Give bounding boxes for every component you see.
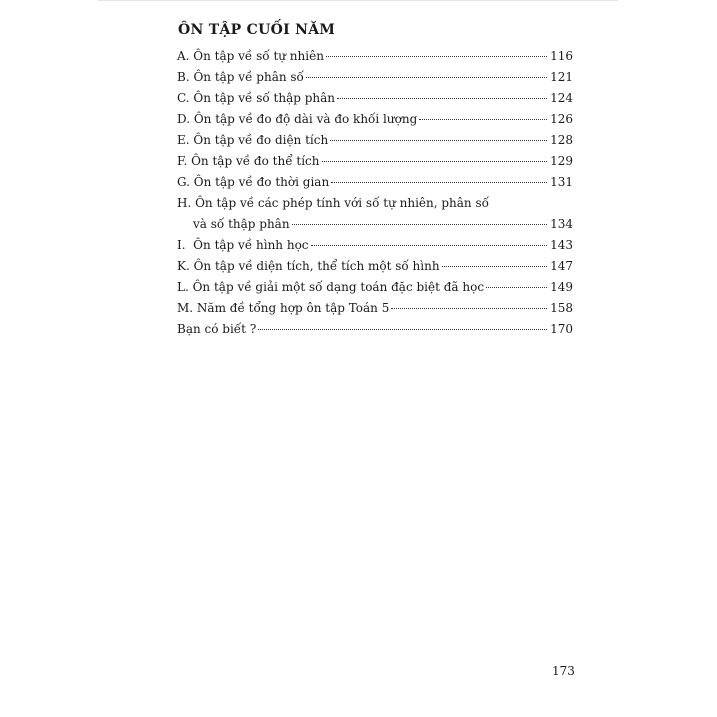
dot-leader — [258, 329, 547, 330]
dot-leader — [442, 266, 548, 267]
toc-entry-i — [177, 235, 573, 256]
dot-leader — [292, 224, 548, 225]
toc-entry-l — [177, 277, 573, 298]
toc-entry-page: 134 — [550, 217, 573, 231]
toc-entry-title: L. Ôn tập về giải một số dạng toán đặc biệt đã học — [177, 280, 485, 294]
toc-entry-page: 124 — [550, 91, 573, 105]
toc-entry-title: F. Ôn tập về đo thể tích — [177, 154, 320, 168]
toc-entry-title: B. Ôn tập về phân số — [177, 70, 304, 84]
toc-entry-ban-co-biet — [177, 319, 573, 340]
toc-entry-title: A. Ôn tập về số tự nhiên — [177, 49, 324, 63]
table-of-contents — [177, 46, 573, 340]
toc-entry-page: 131 — [550, 175, 573, 189]
dot-leader — [330, 140, 547, 141]
dot-leader — [419, 119, 547, 120]
toc-entry-k — [177, 256, 573, 277]
toc-entry-m — [177, 298, 573, 319]
dot-leader — [331, 182, 547, 183]
toc-entry-title: K. Ôn tập về diện tích, thể tích một số hình — [177, 259, 440, 273]
toc-entry-page: 129 — [550, 154, 573, 168]
toc-entry-page: 147 — [550, 259, 573, 273]
toc-entry-g — [177, 172, 573, 193]
toc-entry-title: E. Ôn tập về đo diện tích — [177, 133, 329, 147]
toc-entry-h — [177, 193, 573, 214]
toc-entry-b — [177, 67, 573, 88]
dot-leader — [311, 245, 548, 246]
page-number: 173 — [552, 664, 575, 678]
toc-entry-page: 170 — [550, 322, 573, 336]
dot-leader — [326, 56, 547, 57]
toc-entry-title: M. Năm đề tổng hợp ôn tập Toán 5 — [177, 301, 390, 315]
toc-entry-page: 116 — [550, 49, 573, 63]
toc-entry-title: C. Ôn tập về số thập phân — [177, 91, 336, 105]
toc-entry-page: 143 — [550, 238, 573, 252]
toc-entry-page: 121 — [550, 70, 573, 84]
toc-entry-title: H. Ôn tập về các phép tính với số tự nhiên, phân số — [177, 196, 489, 210]
dot-leader — [337, 98, 547, 99]
top-divider — [98, 0, 618, 1]
toc-entry-title: G. Ôn tập về đo thời gian — [177, 175, 330, 189]
toc-entry-f — [177, 151, 573, 172]
toc-entry-title: I. Ôn tập về hình học — [177, 238, 309, 252]
toc-entry-page: 126 — [550, 112, 573, 126]
toc-entry-h-continuation — [177, 214, 573, 235]
toc-entry-page: 149 — [550, 280, 573, 294]
dot-leader — [306, 77, 547, 78]
toc-entry-title: D. Ôn tập về đo độ dài và đo khối lượng — [177, 112, 418, 126]
toc-entry-title-continuation: và số thập phân — [193, 217, 290, 231]
dot-leader — [391, 308, 547, 309]
toc-entry-e — [177, 130, 573, 151]
section-title: ÔN TẬP CUỐI NĂM — [178, 22, 336, 38]
dot-leader — [322, 161, 548, 162]
toc-entry-c — [177, 88, 573, 109]
toc-entry-page: 158 — [550, 301, 573, 315]
toc-entry-page: 128 — [550, 133, 573, 147]
dot-leader — [486, 287, 547, 288]
toc-entry-a — [177, 46, 573, 67]
toc-entry-d — [177, 109, 573, 130]
toc-entry-title: Bạn có biết ? — [177, 322, 257, 336]
